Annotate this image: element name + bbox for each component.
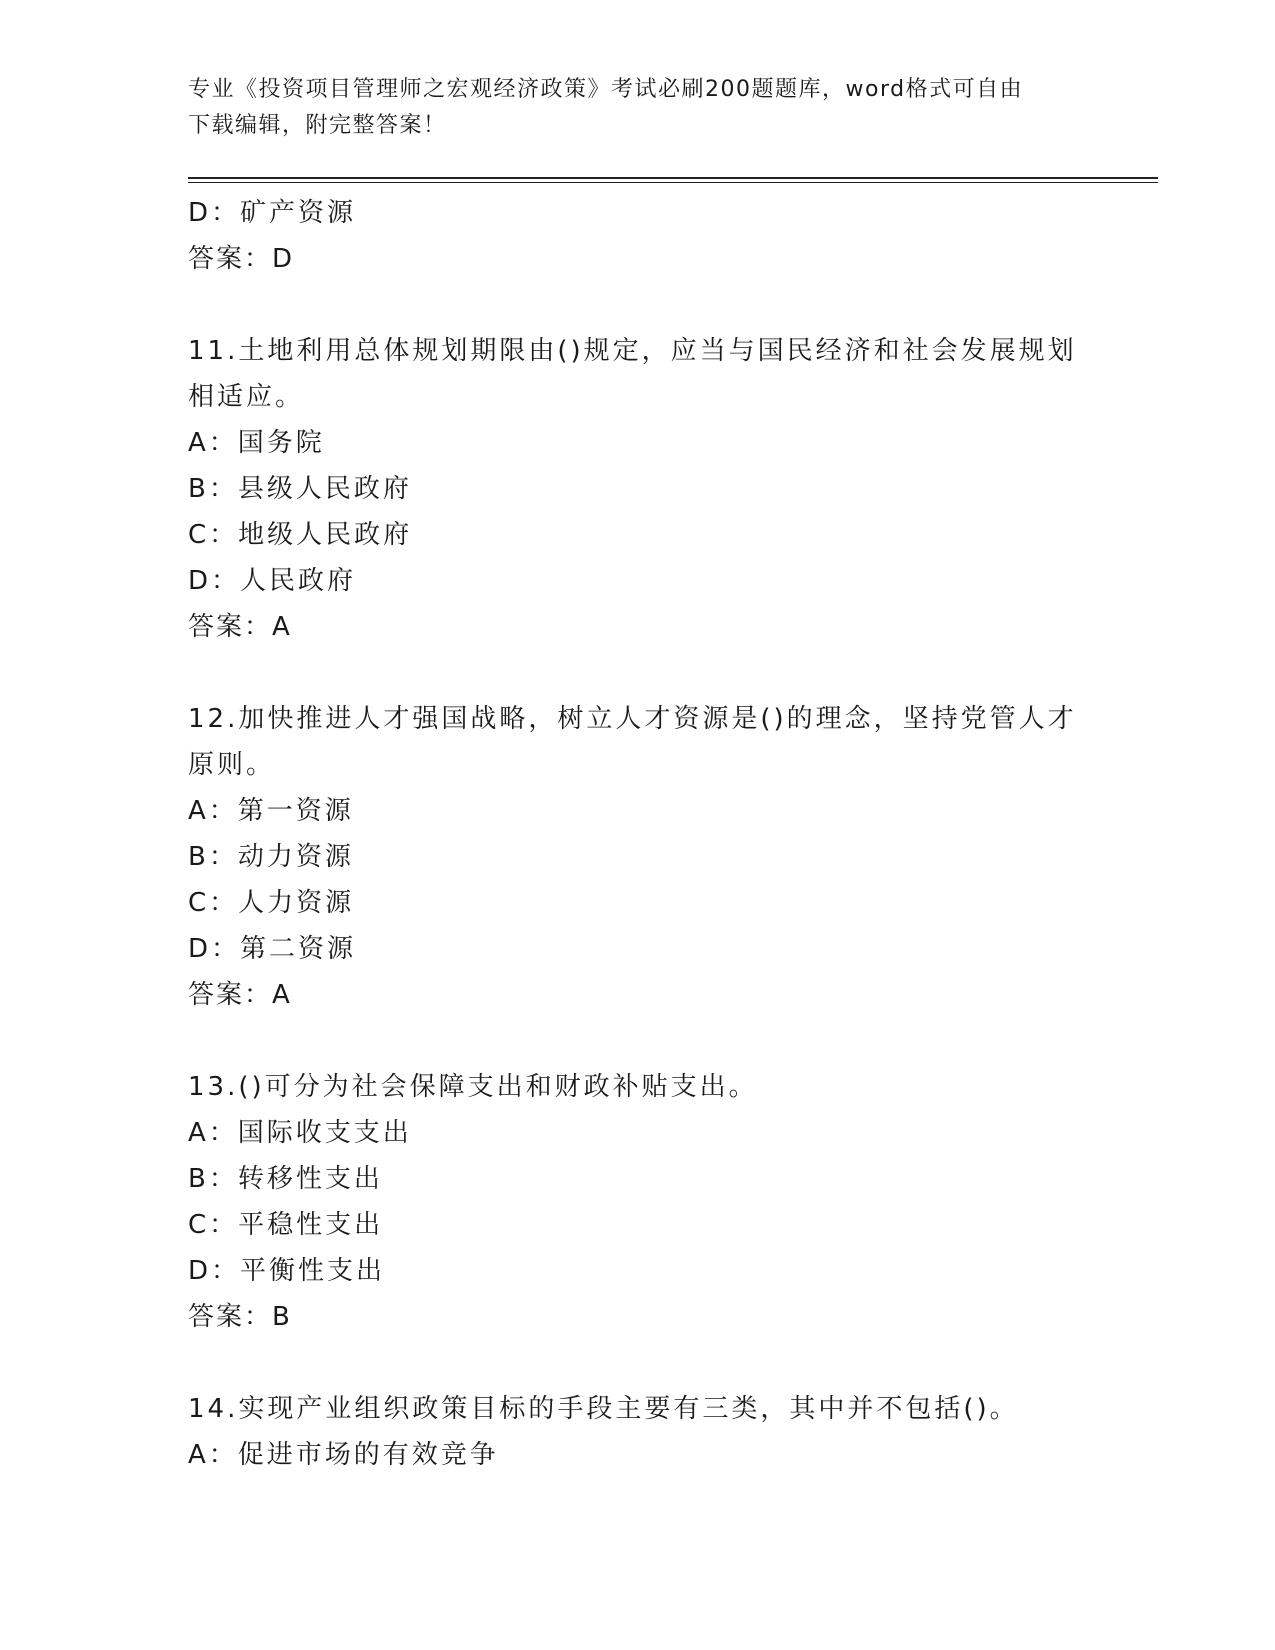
header-rule-thick [188, 177, 1158, 179]
answer-line: 答案：A [188, 980, 292, 1010]
option-a: A：促进市场的有效竞争 [188, 1440, 499, 1470]
option-a: A：国际收支支出 [188, 1118, 412, 1148]
option-c: C：平稳性支出 [188, 1210, 384, 1240]
question-content [188, 190, 1088, 1478]
spacer [188, 1018, 1088, 1064]
question-stem-line: 12.加快推进人才强国战略，树立人才资源是()的理念，坚持党管人才 [188, 704, 1077, 734]
question-block [188, 696, 1088, 1018]
header-line-2: 下载编辑，附完整答案！ [188, 113, 447, 138]
answer-line: 答案：B [188, 1302, 292, 1332]
question-block [188, 328, 1088, 650]
answer-line: 答案：D [188, 244, 295, 274]
option-c: C：地级人民政府 [188, 520, 413, 550]
option-d: D：矿产资源 [188, 198, 357, 228]
option-d: D：人民政府 [188, 566, 357, 596]
option-c: C：人力资源 [188, 888, 355, 918]
option-b: B：转移性支出 [188, 1164, 383, 1194]
answer-line: 答案：A [188, 612, 292, 642]
header-line-1: 专业《投资项目管理师之宏观经济政策》考试必刷200题题库，word格式可自由 [188, 77, 1024, 102]
question-stem-line: 13.()可分为社会保障支出和财政补贴支出。 [188, 1072, 758, 1102]
spacer [188, 282, 1088, 328]
option-d: D：平衡性支出 [188, 1256, 386, 1286]
question-stem-line: 11.土地利用总体规划期限由()规定，应当与国民经济和社会发展规划 [188, 336, 1077, 366]
document-header [188, 72, 1088, 144]
question-block [188, 1386, 1088, 1478]
question-stem-line: 原则。 [188, 750, 276, 780]
option-d: D：第二资源 [188, 934, 357, 964]
header-rule-thin [188, 182, 1158, 183]
question-stem-line: 相适应。 [188, 382, 305, 412]
option-a: A：国务院 [188, 428, 325, 458]
document-page [188, 0, 1158, 1650]
spacer [188, 1340, 1088, 1386]
option-a: A：第一资源 [188, 796, 354, 826]
spacer [188, 650, 1088, 696]
option-b: B：县级人民政府 [188, 474, 412, 504]
option-b: B：动力资源 [188, 842, 354, 872]
question-block [188, 1064, 1088, 1340]
question-stem-line: 14.实现产业组织政策目标的手段主要有三类，其中并不包括()。 [188, 1394, 1019, 1424]
